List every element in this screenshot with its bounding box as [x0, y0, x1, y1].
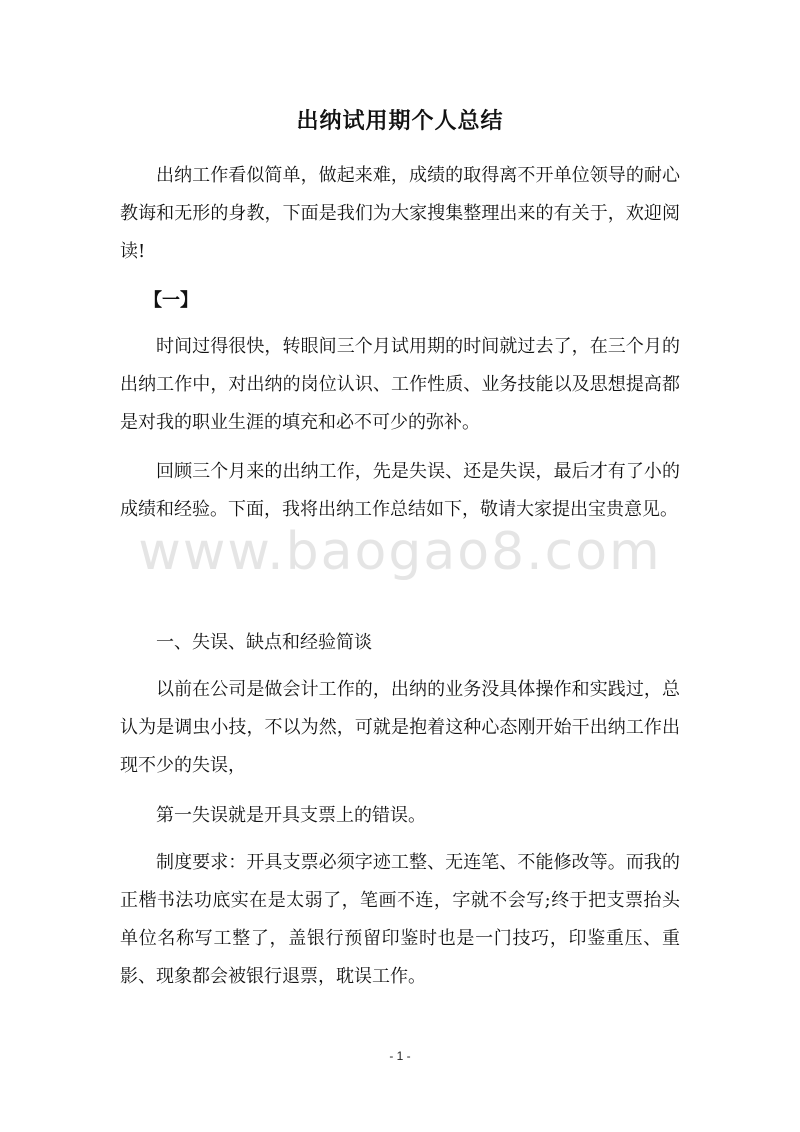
intro-paragraph: 出纳工作看似简单，做起来难，成绩的取得离不开单位领导的耐心教诲和无形的身教，下面是我们为大家搜集整理出来的有关于，欢迎阅读! [120, 165, 680, 262]
section-heading-1: 一、失误、缺点和经验简谈 [156, 632, 372, 653]
paragraph-3: 以前在公司是做会计工作的，出纳的业务没具体操作和实践过，总认为是调虫小技，不以为然，可就是抱着这种心态刚开始干出纳工作出现不少的失误， [120, 679, 680, 776]
paragraph-1: 时间过得很快，转眼间三个月试用期的时间就过去了，在三个月的出纳工作中，对出纳的岗位认识、工作性质、业务技能以及思想提高都是对我的职业生涯的填充和必不可少的弥补。 [120, 336, 680, 433]
page-number: - 1 - [389, 1049, 411, 1063]
paragraph-2: 回顾三个月来的出纳工作，先是失误、还是失误，最后才有了小的成绩和经验。下面，我将出纳工作总结如下，敬请大家提出宝贵意见。 [120, 461, 680, 520]
paragraph-5: 制度要求：开具支票必须字迹工整、无连笔、不能修改等。而我的正楷书法功底实在是太弱了，笔画不连，字就不会写;终于把支票抬头单位名称写工整了，盖银行预留印鉴时也是一门技巧，印鉴重压、重影、现象都会被银行退票，耽误工作。 [120, 852, 680, 987]
section-marker: 【一】 [144, 290, 198, 311]
page-title: 出纳试用期个人总结 [296, 108, 504, 134]
paragraph-4: 第一失误就是开具支票上的错误。 [156, 805, 426, 826]
watermark: www.baogao8.com [138, 522, 662, 582]
